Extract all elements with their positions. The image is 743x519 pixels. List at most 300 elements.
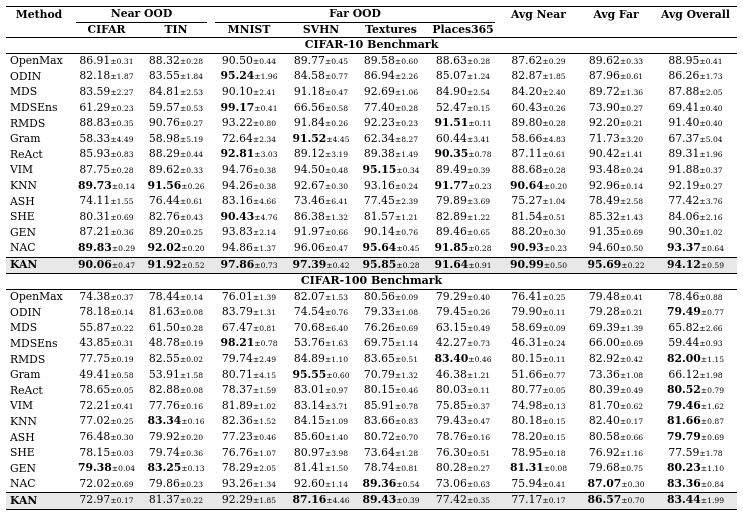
score-cell — [141, 257, 211, 274]
score-value: 79.38 — [77, 461, 112, 475]
score-value: 75.85 — [435, 398, 467, 412]
score-cell — [499, 289, 578, 305]
score-value: 66.12 — [668, 367, 700, 381]
score-value: 66.00 — [588, 336, 620, 350]
score-value: 77.42 — [668, 194, 700, 208]
score-value: 85.93 — [79, 147, 111, 161]
table-row — [6, 477, 737, 493]
score-cell — [211, 132, 287, 148]
score-std: ±3.98 — [324, 448, 349, 458]
score-cell — [499, 225, 578, 241]
score-std: ±0.36 — [110, 228, 134, 238]
score-std: ±0.51 — [466, 448, 491, 458]
score-cell — [654, 241, 737, 257]
method-name: NAC — [10, 477, 36, 491]
score-cell — [72, 336, 141, 352]
score-value: 73.90 — [588, 100, 620, 114]
dataset-header-cifar: CIFAR — [72, 23, 141, 38]
score-cell — [287, 194, 355, 210]
table-row — [6, 132, 737, 148]
score-value: 79.74 — [148, 445, 180, 459]
score-cell — [654, 414, 737, 430]
score-std: ±0.26 — [466, 308, 491, 318]
score-cell — [355, 289, 427, 305]
score-cell — [211, 225, 287, 241]
score-value: 79.74 — [221, 352, 253, 366]
score-value: 87.96 — [588, 69, 620, 83]
score-cell — [72, 210, 141, 226]
method-name: VIM — [10, 163, 34, 177]
score-value: 79.33 — [363, 305, 395, 319]
score-value: 94.60 — [588, 240, 620, 254]
score-cell — [141, 210, 211, 226]
score-std: ±3.19 — [324, 150, 349, 160]
score-std: ±1.52 — [252, 417, 277, 427]
score-value: 93.16 — [363, 178, 395, 192]
score-value: 82.40 — [588, 414, 620, 428]
score-std: ±1.62 — [700, 401, 725, 411]
score-cell — [499, 116, 578, 132]
method-name: ReAct — [10, 383, 43, 397]
method-name: ASH — [10, 430, 35, 444]
score-cell — [427, 493, 499, 510]
score-cell — [72, 493, 141, 510]
score-std: ±0.31 — [110, 339, 134, 349]
score-std: ±0.81 — [252, 323, 277, 333]
score-std: ±0.41 — [619, 292, 644, 302]
score-std: ±1.21 — [466, 370, 491, 380]
score-cell — [427, 446, 499, 462]
score-value: 73.46 — [293, 194, 325, 208]
score-value: 74.54 — [293, 305, 325, 319]
score-cell — [72, 225, 141, 241]
score-std: ±0.73 — [254, 260, 278, 270]
score-cell — [427, 147, 499, 163]
score-value: 62.34 — [363, 131, 395, 145]
score-std: ±0.17 — [110, 496, 134, 506]
score-std: ±0.78 — [254, 339, 278, 349]
score-value: 61.29 — [79, 100, 111, 114]
score-cell — [499, 194, 578, 210]
score-value: 79.43 — [435, 414, 467, 428]
score-std: ±0.23 — [110, 103, 134, 113]
score-cell — [578, 305, 654, 321]
score-std: ±1.37 — [252, 243, 277, 253]
score-value: 87.07 — [587, 476, 622, 490]
score-cell — [578, 352, 654, 368]
score-value: 84.06 — [668, 209, 700, 223]
score-cell — [211, 241, 287, 257]
score-value: 84.81 — [148, 84, 180, 98]
score-std: ±0.91 — [468, 260, 492, 270]
score-std: ±0.20 — [543, 181, 568, 191]
score-cell — [72, 352, 141, 368]
score-cell — [654, 257, 737, 274]
score-std: ±0.78 — [468, 150, 492, 160]
score-value: 77.76 — [148, 398, 180, 412]
score-cell — [287, 241, 355, 257]
score-std: ±0.49 — [619, 386, 644, 396]
score-cell — [499, 69, 578, 85]
score-cell — [427, 116, 499, 132]
score-std: ±1.39 — [619, 323, 644, 333]
score-cell — [355, 257, 427, 274]
score-cell — [499, 368, 578, 384]
score-value: 88.20 — [511, 225, 543, 239]
method-name: OpenMax — [10, 290, 63, 304]
score-cell — [654, 305, 737, 321]
avg-near-header: Avg Near — [499, 7, 578, 23]
score-std: ±0.42 — [326, 260, 350, 270]
score-std: ±0.26 — [181, 181, 205, 191]
score-value: 79.28 — [588, 305, 620, 319]
score-std: ±0.40 — [466, 292, 491, 302]
score-std: ±0.16 — [181, 417, 205, 427]
score-value: 90.76 — [148, 116, 180, 130]
score-value: 42.27 — [435, 336, 467, 350]
score-std: ±1.87 — [110, 72, 134, 82]
score-value: 94.76 — [221, 162, 253, 176]
score-std: ±0.41 — [110, 401, 134, 411]
score-value: 81.63 — [148, 305, 180, 319]
score-value: 80.39 — [588, 383, 620, 397]
score-value: 72.21 — [79, 398, 111, 412]
score-std: ±0.23 — [468, 181, 492, 191]
score-std: ±0.16 — [179, 401, 204, 411]
score-std: ±0.45 — [396, 243, 420, 253]
score-value: 93.37 — [666, 240, 701, 254]
score-value: 92.02 — [147, 240, 182, 254]
score-value: 90.14 — [363, 225, 395, 239]
dataset-header-tin: TIN — [141, 23, 211, 38]
score-cell — [141, 116, 211, 132]
score-std: ±1.84 — [179, 72, 204, 82]
score-cell — [141, 446, 211, 462]
score-std: ±0.28 — [179, 56, 204, 66]
score-std: ±1.31 — [252, 308, 277, 318]
score-cell — [287, 53, 355, 69]
score-value: 92.96 — [588, 178, 620, 192]
avg-overall-header: Avg Overall — [654, 7, 737, 23]
score-value: 86.38 — [293, 209, 325, 223]
score-std: ±0.28 — [542, 119, 566, 129]
score-std: ±1.02 — [252, 401, 277, 411]
score-std: ±0.44 — [252, 56, 277, 66]
score-cell — [141, 132, 211, 148]
score-std: ±1.07 — [252, 448, 277, 458]
header-row-1 — [6, 7, 737, 23]
score-value: 84.89 — [293, 352, 325, 366]
score-value: 92.67 — [293, 178, 325, 192]
score-std: ±0.11 — [542, 308, 566, 318]
score-cell — [287, 85, 355, 101]
score-cell — [355, 53, 427, 69]
score-std: ±0.11 — [542, 355, 566, 365]
score-std: ±1.63 — [324, 339, 349, 349]
score-cell — [654, 179, 737, 195]
score-cell — [72, 101, 141, 117]
score-cell — [499, 336, 578, 352]
score-std: ±1.78 — [699, 448, 723, 458]
score-value: 60.43 — [511, 100, 543, 114]
score-cell — [141, 352, 211, 368]
score-std: ±0.45 — [324, 56, 349, 66]
score-std: ±0.62 — [619, 401, 644, 411]
score-value: 78.46 — [668, 289, 700, 303]
score-value: 76.92 — [588, 445, 620, 459]
score-std: ±0.37 — [466, 401, 491, 411]
score-value: 90.42 — [588, 147, 620, 161]
score-std: ±1.14 — [394, 339, 419, 349]
score-std: ±0.49 — [466, 323, 491, 333]
score-std: ±0.77 — [700, 308, 725, 318]
score-cell — [287, 383, 355, 399]
score-value: 76.44 — [148, 194, 180, 208]
score-value: 83.34 — [147, 414, 182, 428]
table-row — [6, 336, 737, 352]
score-std: ±6.40 — [324, 323, 349, 333]
score-value: 70.68 — [293, 320, 325, 334]
score-cell — [578, 368, 654, 384]
score-cell — [578, 194, 654, 210]
score-cell — [211, 461, 287, 477]
score-value: 93.26 — [221, 476, 253, 490]
score-value: 89.73 — [77, 178, 112, 192]
dataset-header-svhn: SVHN — [287, 23, 355, 38]
score-value: 81.57 — [363, 209, 395, 223]
score-cell — [578, 461, 654, 477]
score-value: 88.83 — [79, 116, 111, 130]
score-cell — [141, 225, 211, 241]
score-std: ±1.41 — [619, 150, 644, 160]
score-value: 81.70 — [588, 398, 620, 412]
score-cell — [578, 446, 654, 462]
score-cell — [72, 53, 141, 69]
table-row — [6, 305, 737, 321]
score-value: 89.62 — [148, 162, 180, 176]
score-value: 59.44 — [668, 336, 700, 350]
score-std: ±2.34 — [252, 134, 277, 144]
score-value: 78.15 — [79, 445, 111, 459]
table-row — [6, 53, 737, 69]
score-std: ±1.50 — [324, 464, 349, 474]
score-cell — [287, 163, 355, 179]
score-std: ±0.27 — [179, 119, 204, 129]
method-name: NAC — [10, 241, 36, 255]
table-row — [6, 241, 737, 257]
score-cell — [499, 53, 578, 69]
score-cell — [427, 399, 499, 415]
score-cell — [578, 321, 654, 337]
score-std: ±0.52 — [181, 260, 205, 270]
score-cell — [654, 446, 737, 462]
score-cell — [578, 116, 654, 132]
score-value: 78.74 — [363, 461, 395, 475]
score-cell — [141, 194, 211, 210]
score-value: 79.49 — [666, 305, 701, 319]
score-value: 73.64 — [363, 445, 395, 459]
table-row — [6, 383, 737, 399]
score-std: ±1.39 — [252, 292, 277, 302]
score-cell — [499, 85, 578, 101]
score-cell — [211, 210, 287, 226]
score-std: ±0.60 — [394, 56, 419, 66]
score-cell — [287, 147, 355, 163]
score-cell — [287, 289, 355, 305]
score-std: ±0.47 — [111, 260, 136, 270]
score-std: ±0.66 — [619, 433, 644, 443]
score-std: ±1.24 — [466, 72, 491, 82]
score-cell — [578, 179, 654, 195]
score-cell — [72, 147, 141, 163]
score-std: ±0.41 — [699, 56, 723, 66]
score-cell — [427, 257, 499, 274]
score-value: 91.40 — [668, 116, 700, 130]
score-std: ±0.23 — [179, 479, 204, 489]
score-cell — [287, 493, 355, 510]
score-std: ±0.22 — [179, 496, 204, 506]
score-cell — [578, 163, 654, 179]
score-cell — [287, 461, 355, 477]
score-value: 90.99 — [509, 257, 544, 271]
score-value: 80.31 — [79, 209, 111, 223]
score-value: 60.44 — [435, 131, 467, 145]
score-value: 76.48 — [79, 430, 111, 444]
score-value: 90.43 — [220, 209, 255, 223]
score-std: ±0.58 — [110, 370, 134, 380]
table-row — [6, 194, 737, 210]
table-row — [6, 414, 737, 430]
score-std: ±1.02 — [699, 228, 723, 238]
score-cell — [355, 69, 427, 85]
score-value: 66.56 — [293, 100, 325, 114]
score-cell — [355, 116, 427, 132]
score-cell — [287, 69, 355, 85]
score-cell — [654, 69, 737, 85]
score-cell — [499, 446, 578, 462]
score-value: 78.95 — [511, 445, 543, 459]
score-cell — [499, 163, 578, 179]
score-std: ±1.08 — [619, 370, 644, 380]
score-cell — [287, 179, 355, 195]
score-std: ±0.08 — [179, 308, 204, 318]
score-cell — [287, 368, 355, 384]
score-value: 74.98 — [511, 398, 543, 412]
score-std: ±0.14 — [110, 308, 134, 318]
score-cell — [355, 399, 427, 415]
score-std: ±2.53 — [179, 87, 204, 97]
score-cell — [499, 430, 578, 446]
score-std: ±0.21 — [619, 308, 644, 318]
score-std: ±3.20 — [619, 134, 644, 144]
score-cell — [72, 446, 141, 462]
score-std: ±4.66 — [252, 197, 277, 207]
score-std: ±1.15 — [700, 355, 725, 365]
score-value: 70.79 — [363, 367, 395, 381]
score-cell — [654, 430, 737, 446]
score-value: 89.77 — [293, 53, 325, 67]
score-value: 90.93 — [509, 240, 544, 254]
table-row — [6, 446, 737, 462]
method-name: KNN — [10, 179, 37, 193]
score-cell — [72, 321, 141, 337]
score-cell — [499, 257, 578, 274]
score-std: ±0.66 — [324, 228, 349, 238]
score-std: ±0.69 — [394, 323, 419, 333]
score-value: 78.20 — [511, 430, 543, 444]
score-value: 81.37 — [148, 493, 180, 507]
score-std: ±1.59 — [252, 386, 277, 396]
score-value: 65.82 — [668, 320, 700, 334]
score-cell — [654, 368, 737, 384]
score-std: ±0.59 — [700, 260, 725, 270]
score-value: 72.97 — [79, 493, 111, 507]
score-cell — [355, 414, 427, 430]
score-cell — [211, 85, 287, 101]
score-cell — [578, 241, 654, 257]
score-cell — [287, 399, 355, 415]
score-cell — [499, 477, 578, 493]
score-value: 90.50 — [221, 53, 253, 67]
score-cell — [654, 194, 737, 210]
score-std: ±0.69 — [110, 479, 134, 489]
score-cell — [578, 399, 654, 415]
score-value: 55.87 — [79, 320, 111, 334]
score-std: ±3.76 — [699, 197, 723, 207]
score-value: 80.28 — [435, 461, 467, 475]
score-value: 71.73 — [588, 131, 620, 145]
score-cell — [578, 289, 654, 305]
score-std: ±0.27 — [466, 464, 491, 474]
score-cell — [578, 101, 654, 117]
score-value: 85.32 — [588, 209, 620, 223]
score-std: ±0.40 — [699, 103, 723, 113]
score-std: ±0.53 — [179, 103, 204, 113]
score-std: ±0.61 — [179, 197, 204, 207]
score-cell — [427, 163, 499, 179]
score-value: 74.38 — [79, 289, 111, 303]
score-std: ±2.41 — [252, 87, 277, 97]
score-std: ±0.47 — [466, 417, 491, 427]
score-cell — [141, 430, 211, 446]
score-std: ±0.27 — [699, 181, 723, 191]
score-value: 63.15 — [435, 320, 467, 334]
score-std: ±1.14 — [324, 479, 349, 489]
score-cell — [355, 430, 427, 446]
score-value: 87.88 — [668, 84, 700, 98]
score-value: 89.83 — [77, 240, 112, 254]
score-value: 48.78 — [148, 336, 180, 350]
score-value: 80.52 — [666, 383, 701, 397]
score-cell — [427, 368, 499, 384]
score-cell — [141, 477, 211, 493]
score-value: 78.37 — [221, 383, 253, 397]
score-cell — [578, 477, 654, 493]
score-value: 79.89 — [435, 194, 467, 208]
score-std: ±0.05 — [542, 386, 566, 396]
score-value: 82.36 — [221, 414, 253, 428]
score-std: ±0.93 — [699, 339, 723, 349]
score-cell — [355, 336, 427, 352]
score-value: 82.18 — [79, 69, 111, 83]
table-row — [6, 147, 737, 163]
score-std: ±0.04 — [111, 464, 136, 474]
near-ood-header: Near OOD — [72, 7, 211, 23]
score-value: 87.16 — [292, 493, 327, 507]
score-value: 91.52 — [292, 131, 327, 145]
cifar100-section — [6, 274, 737, 510]
score-cell — [141, 241, 211, 257]
